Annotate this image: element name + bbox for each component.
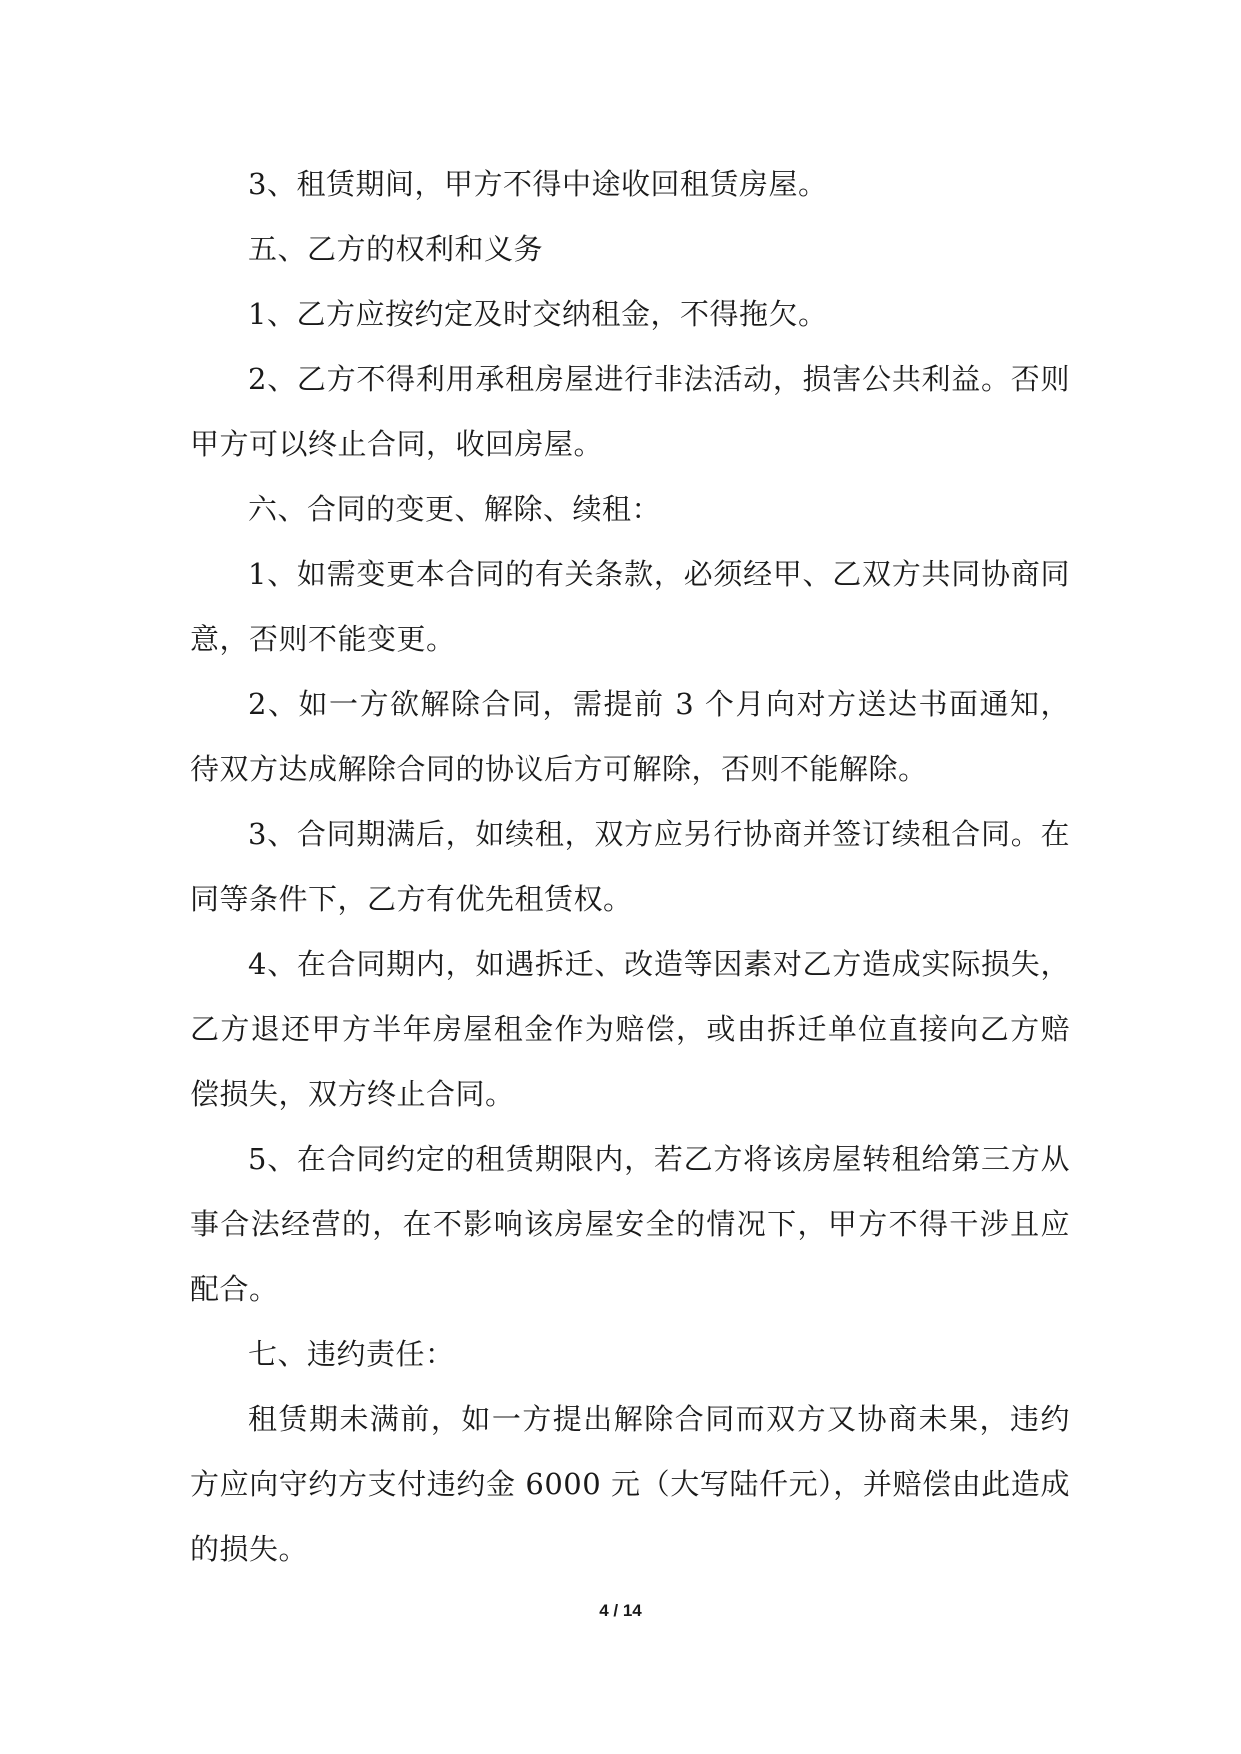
section-heading-7-breach-liability: 七、违约责任： (248, 1337, 455, 1371)
paragraph-clause-1-pay-rent: 1、乙方应按约定及时交纳租金，不得拖欠。 (248, 297, 828, 331)
paragraph-clause-3-no-early-recovery: 3、租赁期间，甲方不得中途收回租赁房屋。 (248, 167, 828, 201)
page-number: 4 / 14 (599, 1601, 642, 1620)
section-heading-5-tenant-rights: 五、乙方的权利和义务 (248, 232, 544, 266)
document-body (190, 152, 1070, 1582)
paragraph-clause-2-termination-notice: 2、如一方欲解除合同，需提前 3 个月向对方送达书面通知，待双方达成解除合同的协议后方可解除，否则不能解除。 (190, 687, 1070, 786)
paragraph-clause-4-demolition: 4、在合同期内，如遇拆迁、改造等因素对乙方造成实际损失，乙方退还甲方半年房屋租金作为赔偿，或由拆迁单位直接向乙方赔偿损失，双方终止合同。 (190, 947, 1070, 1111)
paragraph-clause-1-amend-terms: 1、如需变更本合同的有关条款，必须经甲、乙双方共同协商同意，否则不能变更。 (190, 557, 1070, 656)
paragraph-breach-penalty: 租赁期未满前，如一方提出解除合同而双方又协商未果，违约方应向守约方支付违约金 6000 元（大写陆仟元），并赔偿由此造成的损失。 (190, 1402, 1070, 1566)
section-heading-6-contract-changes: 六、合同的变更、解除、续租： (248, 492, 662, 526)
paragraph-clause-5-sublease: 5、在合同约定的租赁期限内，若乙方将该房屋转租给第三方从事合法经营的，在不影响该房屋安全的情况下，甲方不得干涉且应配合。 (190, 1142, 1070, 1306)
paragraph-clause-3-renewal: 3、合同期满后，如续租，双方应另行协商并签订续租合同。在同等条件下，乙方有优先租赁权。 (190, 817, 1070, 916)
paragraph-clause-2-no-illegal-use: 2、乙方不得利用承租房屋进行非法活动，损害公共利益。否则甲方可以终止合同，收回房屋。 (190, 362, 1070, 461)
